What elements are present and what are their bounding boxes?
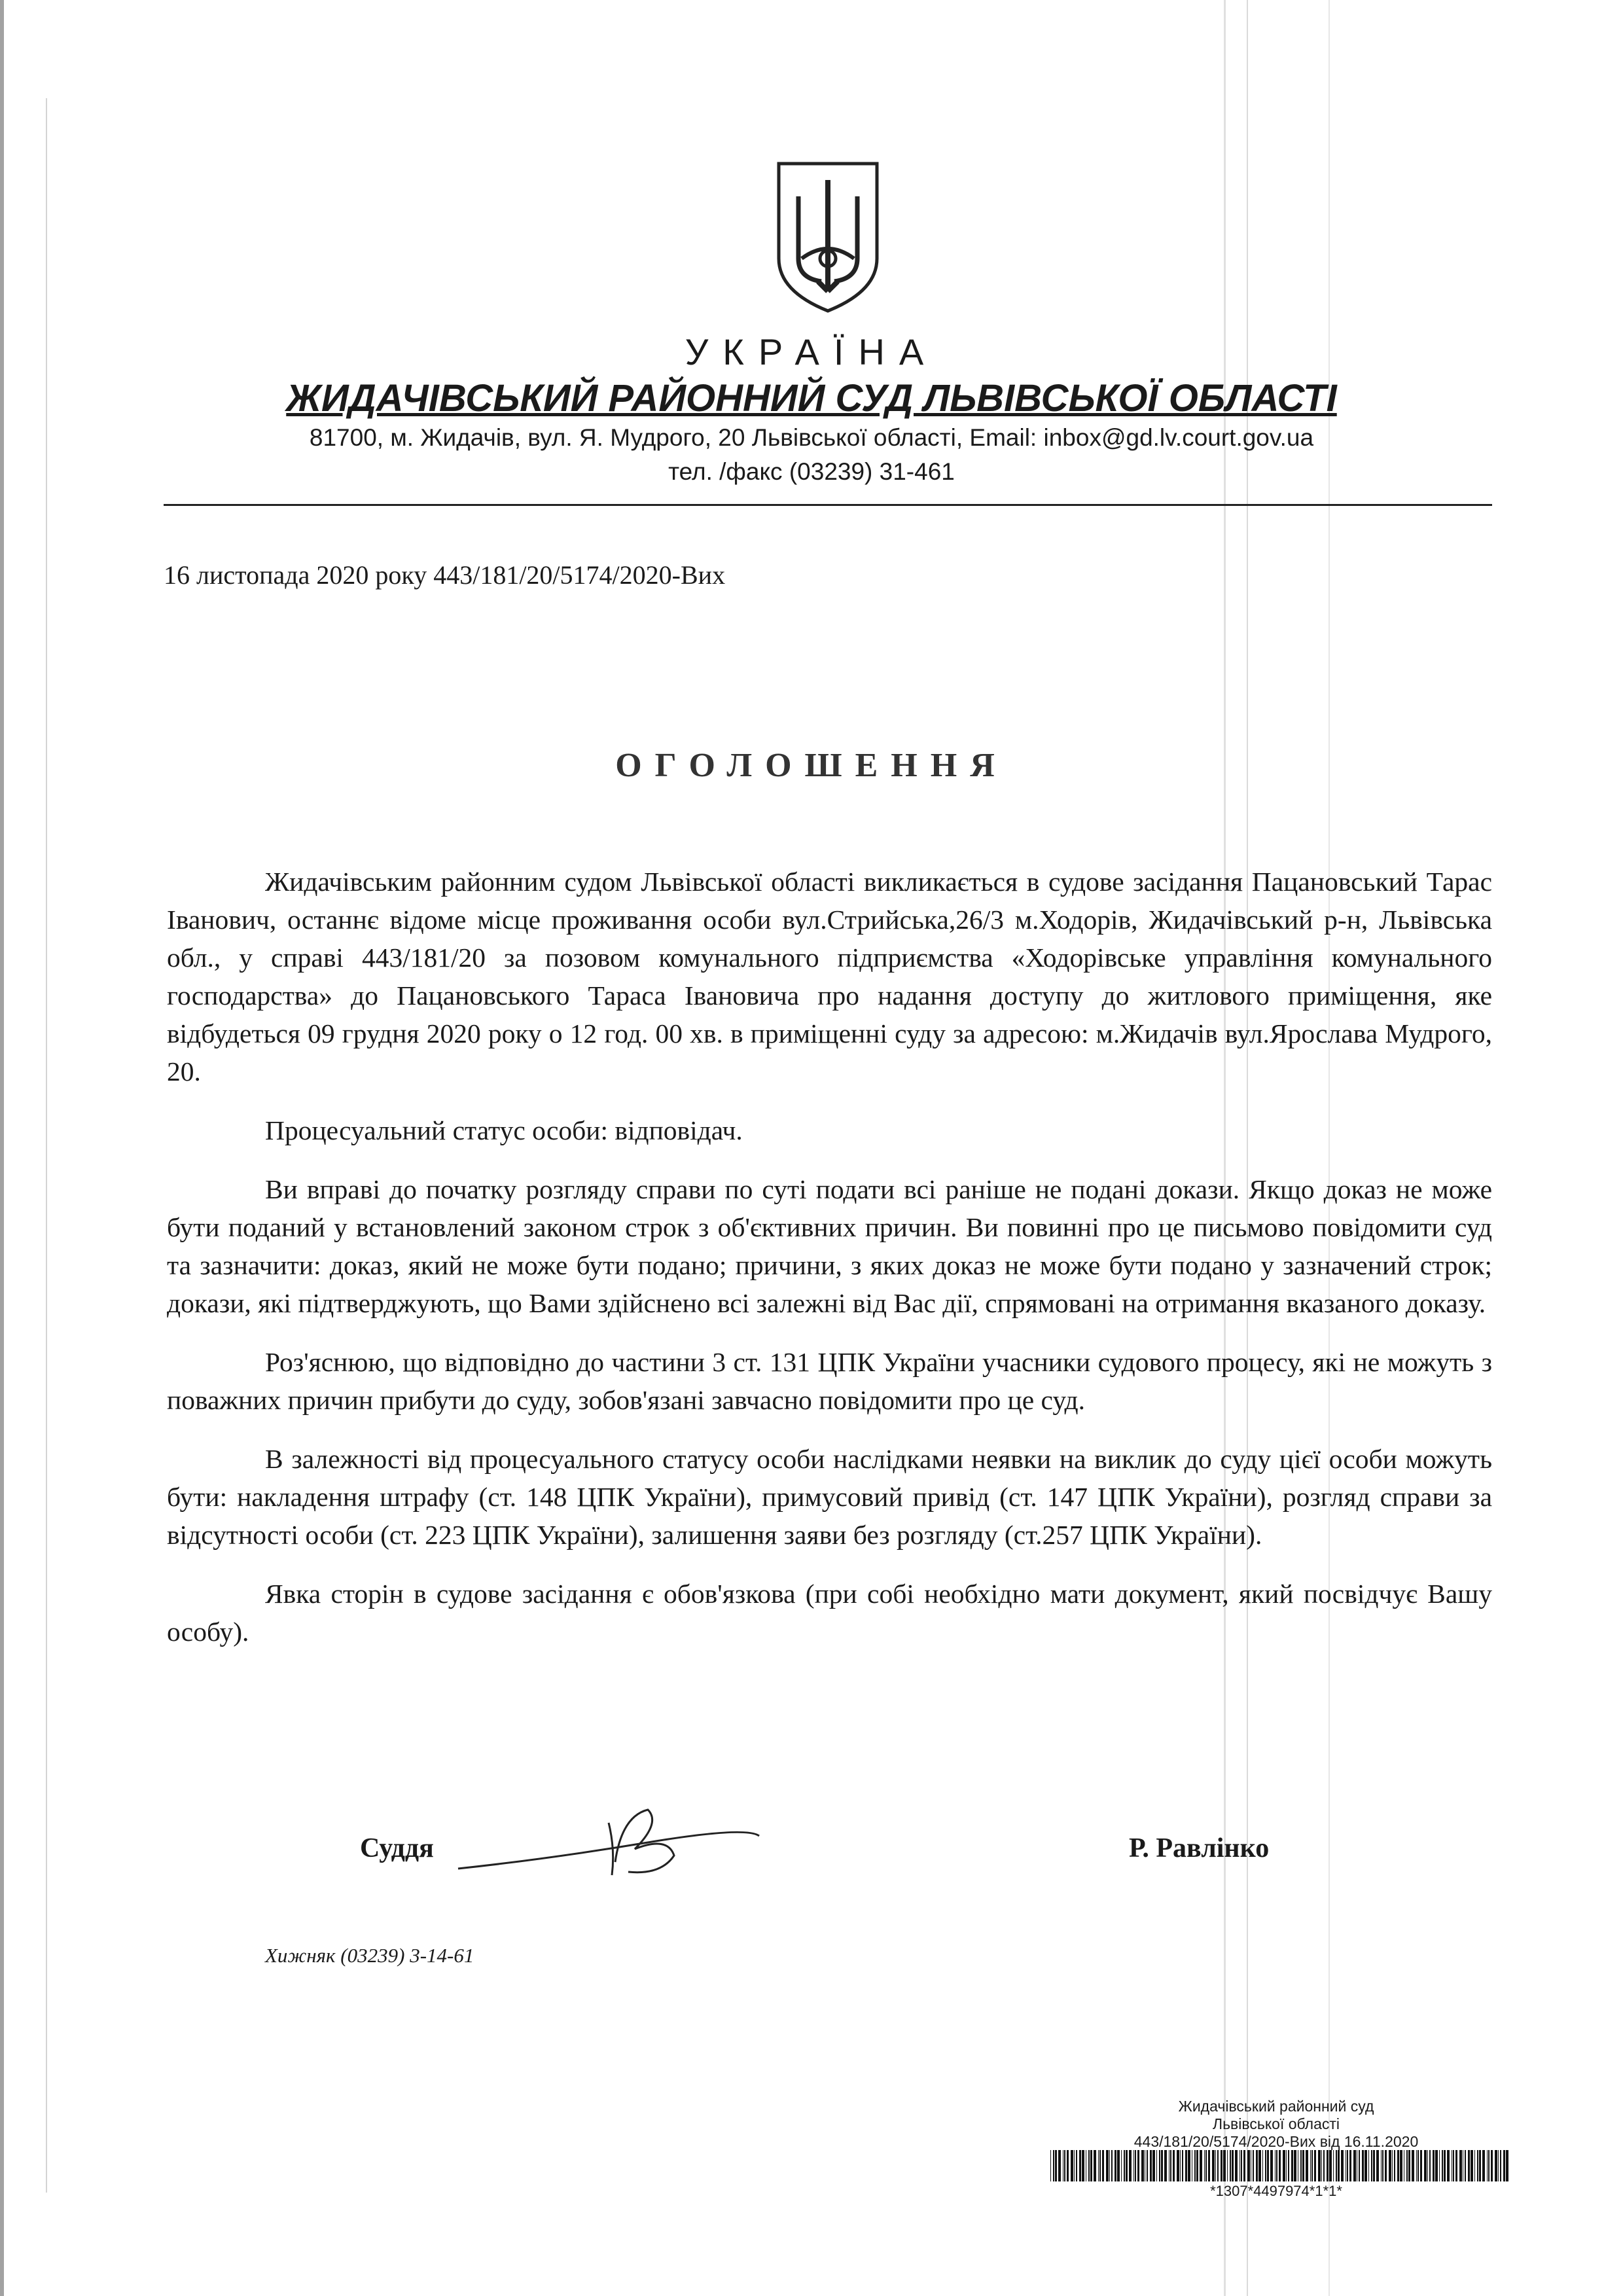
stamp-number-line: 443/181/20/5174/2020-Вих від 16.11.2020 bbox=[1133, 2133, 1419, 2150]
barcode-bar bbox=[1058, 2150, 1061, 2181]
barcode-bar bbox=[1208, 2150, 1210, 2181]
barcode-bar bbox=[1349, 2150, 1351, 2181]
barcode-bar bbox=[1182, 2150, 1183, 2181]
barcode-bar bbox=[1394, 2150, 1395, 2181]
country-heading: УКРАЇНА bbox=[685, 331, 938, 372]
barcode-bar bbox=[1150, 2150, 1152, 2181]
barcode-bar bbox=[1185, 2150, 1187, 2181]
barcode-bar bbox=[1147, 2150, 1148, 2181]
barcode-bar bbox=[1288, 2150, 1289, 2181]
document-title: ОГОЛОШЕННЯ bbox=[615, 747, 1008, 784]
barcode-bar bbox=[1327, 2150, 1329, 2181]
barcode-bar bbox=[1482, 2150, 1485, 2181]
barcode-bar bbox=[1094, 2150, 1096, 2181]
court-address: 81700, м. Жидачів, вул. Я. Мудрого, 20 Львівської області, Email: inbox@gd.lv.court.gov.ua bbox=[309, 424, 1314, 451]
barcode-bar bbox=[1170, 2150, 1171, 2181]
barcode-bar bbox=[1429, 2150, 1431, 2181]
barcode-bar bbox=[1488, 2150, 1489, 2181]
barcode-bar bbox=[1433, 2150, 1435, 2181]
barcode-bar bbox=[1311, 2150, 1313, 2181]
barcode-bar bbox=[1055, 2150, 1057, 2181]
barcode-bar bbox=[1188, 2150, 1190, 2181]
barcode-bar bbox=[1173, 2150, 1175, 2181]
registration-stamp bbox=[1047, 2098, 1505, 2151]
barcode-bar bbox=[1279, 2150, 1281, 2181]
barcode-bar bbox=[1126, 2150, 1128, 2181]
barcode-bar bbox=[1241, 2150, 1242, 2181]
barcode-bar bbox=[1177, 2150, 1179, 2181]
barcode-bar bbox=[1392, 2150, 1393, 2181]
barcode-bar bbox=[1477, 2150, 1478, 2181]
barcode-bar bbox=[1253, 2150, 1254, 2181]
barcode-bar bbox=[1376, 2150, 1379, 2181]
barcode-bar bbox=[1258, 2150, 1261, 2181]
barcode-bar bbox=[1053, 2150, 1054, 2181]
barcode-bar bbox=[1385, 2150, 1387, 2181]
outgoing-reference: 16 листопада 2020 року 443/181/20/5174/2020-Вих bbox=[164, 560, 726, 590]
barcode-bar bbox=[1232, 2150, 1234, 2181]
barcode-bar bbox=[1256, 2150, 1258, 2181]
barcode-bar bbox=[1082, 2150, 1084, 2181]
paragraph-summons: Жидачівським районним судом Львівської області викликається в судове засідання Пацановський Тарас Іванович, останнє відоме місце проживання особи вул.Стрийська,26/3 м.Ходорів, Жидачівський р-н, Львівська обл., у справі 443/181/20 за позовом комунального підприємства «Ходорівське управління комунального господарства» до Пацановського Тараса Івановича про надання доступу до житлового приміщення, яке відбудеться 09 грудня 2020 року о 12 год. 00 хв. в приміщенні суду за адресою: м.Жидачів вул.Ярослава Мудрого, 20. bbox=[167, 867, 1492, 1086]
barcode-bar bbox=[1347, 2150, 1348, 2181]
barcode-bar bbox=[1359, 2150, 1360, 2181]
barcode-bar bbox=[1381, 2150, 1382, 2181]
barcode-bar bbox=[1102, 2150, 1104, 2181]
barcode-bar bbox=[1420, 2150, 1422, 2181]
barcode-bar bbox=[1217, 2150, 1219, 2181]
barcode-bar bbox=[1121, 2150, 1122, 2181]
barcode-bar bbox=[1479, 2150, 1481, 2181]
barcode-bar bbox=[1416, 2150, 1417, 2181]
barcode-bar bbox=[1333, 2150, 1334, 2181]
judge-name: Р. Равлінко bbox=[1129, 1833, 1270, 1863]
barcode-bar bbox=[1180, 2150, 1181, 2181]
barcode-bar bbox=[1205, 2150, 1207, 2181]
barcode-bar bbox=[1382, 2150, 1383, 2181]
barcode-bar bbox=[1439, 2150, 1440, 2181]
barcode-bar bbox=[1196, 2150, 1198, 2181]
barcode-bar bbox=[1487, 2150, 1488, 2181]
judge-label: Суддя bbox=[360, 1833, 434, 1863]
barcode-bar bbox=[1427, 2150, 1428, 2181]
barcode-bar bbox=[1314, 2150, 1316, 2181]
barcode-bar bbox=[1424, 2150, 1427, 2181]
stamp-region-line: Львівської області bbox=[1212, 2115, 1340, 2132]
paragraph-consequences: В залежності від процесуального статусу особи наслідками неявки на виклик до суду цієї особи можуть бути: накладення штрафу (ст. 148 ЦПК України), примусовий привід (ст. 147 ЦПК України), розгляд справи за відсутності особи (ст. 223 ЦПК України), залишення заяви без розгляду (ст.257 ЦПК України). bbox=[167, 1444, 1492, 1550]
stamp-court-line: Жидачівський районний суд bbox=[1178, 2098, 1374, 2115]
barcode-bar bbox=[1495, 2150, 1497, 2181]
barcode-bar bbox=[1230, 2150, 1231, 2181]
barcode-bar bbox=[1459, 2150, 1462, 2181]
barcode-bar bbox=[1371, 2150, 1372, 2181]
barcode-bar bbox=[1294, 2150, 1296, 2181]
barcode-bar bbox=[1447, 2150, 1450, 2181]
barcode-bar bbox=[1262, 2150, 1263, 2181]
barcode-bar bbox=[1164, 2150, 1167, 2181]
barcode-bar bbox=[1503, 2150, 1505, 2181]
barcode-bar bbox=[1506, 2150, 1508, 2181]
barcode-bar bbox=[1306, 2150, 1308, 2181]
barcode bbox=[1050, 2150, 1508, 2181]
notice-body bbox=[167, 863, 1492, 1672]
barcode-bar bbox=[1368, 2150, 1369, 2181]
barcode-bar bbox=[1471, 2150, 1473, 2181]
barcode-bar bbox=[1283, 2150, 1285, 2181]
barcode-bar bbox=[1276, 2150, 1277, 2181]
barcode-bar bbox=[1156, 2150, 1157, 2181]
barcode-bar bbox=[1115, 2150, 1116, 2181]
barcode-bar bbox=[1310, 2150, 1311, 2181]
barcode-bar bbox=[1329, 2150, 1332, 2181]
barcode-bar bbox=[1491, 2150, 1493, 2181]
barcode-bar bbox=[1215, 2150, 1216, 2181]
barcode-bar bbox=[1076, 2150, 1077, 2181]
barcode-bar bbox=[1106, 2150, 1109, 2181]
court-phone: тел. /факс (03239) 31-461 bbox=[668, 458, 955, 485]
barcode-bar bbox=[1474, 2150, 1475, 2181]
barcode-bar bbox=[1412, 2150, 1414, 2181]
barcode-bar bbox=[1124, 2150, 1125, 2181]
barcode-bar bbox=[1159, 2150, 1160, 2181]
paragraph-status: Процесуальний статус особи: відповідач. bbox=[265, 1115, 743, 1145]
barcode-bar bbox=[1090, 2150, 1092, 2181]
barcode-bar bbox=[1362, 2150, 1364, 2181]
barcode-bar bbox=[1453, 2150, 1454, 2181]
handwritten-signature bbox=[452, 1797, 766, 1895]
barcode-bar bbox=[1341, 2150, 1344, 2181]
barcode-bar bbox=[1498, 2150, 1499, 2181]
barcode-bar bbox=[1221, 2150, 1222, 2181]
barcode-bar bbox=[1227, 2150, 1228, 2181]
barcode-bar bbox=[1373, 2150, 1375, 2181]
barcode-bar bbox=[1400, 2150, 1402, 2181]
barcode-bar bbox=[1135, 2150, 1136, 2181]
paragraph-evidence: Ви вправі до початку розгляду справи по суті подати всі раніше не подані докази. Якщо доказ не може бути поданий у встановлений законом строк з об'єктивних причин. Ви повинні про це письмово повідомити суд та зазначити: доказ, який не може бути подано; причини, з яких доказ не може бути подано у зазначений строк; докази, які підтверджують, що Вами здійснено всі залежні від Вас дії, спрямовані на отримання вказаного доказу. bbox=[167, 1174, 1492, 1318]
barcode-bar bbox=[1302, 2150, 1304, 2181]
barcode-bar bbox=[1099, 2150, 1101, 2181]
barcode-bar bbox=[1109, 2150, 1110, 2181]
barcode-bar bbox=[1067, 2150, 1069, 2181]
barcode-bar bbox=[1406, 2150, 1408, 2181]
barcode-bar bbox=[1300, 2150, 1302, 2181]
barcode-bar bbox=[1200, 2150, 1202, 2181]
barcode-bar bbox=[1133, 2150, 1134, 2181]
barcode-bar bbox=[1050, 2150, 1051, 2181]
barcode-bar bbox=[1098, 2150, 1099, 2181]
barcode-bar bbox=[1397, 2150, 1399, 2181]
executor-contact: Хижняк (03239) 3-14-61 bbox=[265, 1944, 474, 1967]
barcode-bar bbox=[1129, 2150, 1132, 2181]
barcode-bar bbox=[1318, 2150, 1321, 2181]
barcode-bar bbox=[1141, 2150, 1144, 2181]
barcode-bar bbox=[1074, 2150, 1075, 2181]
barcode-bar bbox=[1064, 2150, 1065, 2181]
barcode-bar bbox=[1247, 2150, 1250, 2181]
header-divider bbox=[164, 504, 1492, 506]
paragraph-attendance: Явка сторін в судове засідання є обов'язкова (при собі необхідно мати документ, який посвідчує Вашу особу). bbox=[167, 1579, 1492, 1647]
barcode-bar bbox=[1270, 2150, 1273, 2181]
barcode-bar bbox=[1161, 2150, 1163, 2181]
barcode-bar bbox=[1223, 2150, 1226, 2181]
barcode-bar bbox=[1500, 2150, 1501, 2181]
barcode-bar bbox=[1455, 2150, 1457, 2181]
barcode-bar bbox=[1111, 2150, 1113, 2181]
barcode-bar bbox=[1212, 2150, 1215, 2181]
barcode-bar bbox=[1336, 2150, 1337, 2181]
barcode-bar bbox=[1243, 2150, 1245, 2181]
barcode-bar bbox=[1137, 2150, 1139, 2181]
barcode-bar bbox=[1079, 2150, 1081, 2181]
barcode-bar bbox=[1321, 2150, 1322, 2181]
barcode-bar bbox=[1323, 2150, 1325, 2181]
barcode-bar bbox=[1088, 2150, 1090, 2181]
barcode-bar bbox=[1204, 2150, 1205, 2181]
barcode-bar bbox=[1152, 2150, 1155, 2181]
trident-emblem-icon bbox=[772, 160, 883, 314]
barcode-bar bbox=[1418, 2150, 1419, 2181]
barcode-bar bbox=[1408, 2150, 1410, 2181]
barcode-bar bbox=[1444, 2150, 1446, 2181]
court-name-heading: ЖИДАЧІВСЬКИЙ РАЙОННИЙ СУД ЛЬВІВСЬКОЇ ОБЛАСТІ bbox=[286, 377, 1337, 420]
barcode-bar bbox=[1468, 2150, 1470, 2181]
barcode-bar bbox=[1442, 2150, 1443, 2181]
barcode-bar bbox=[1465, 2150, 1466, 2181]
barcode-bar bbox=[1353, 2150, 1356, 2181]
barcode-bar bbox=[1435, 2150, 1438, 2181]
barcode-bar bbox=[1235, 2150, 1238, 2181]
barcode-number: *1307*4497974*1*1* bbox=[1210, 2183, 1342, 2199]
barcode-bar bbox=[1267, 2150, 1269, 2181]
barcode-bar bbox=[1338, 2150, 1340, 2181]
barcode-bar bbox=[1117, 2150, 1120, 2181]
barcode-bar bbox=[1291, 2150, 1293, 2181]
barcode-bar bbox=[1364, 2150, 1367, 2181]
barcode-bar bbox=[1194, 2150, 1196, 2181]
barcode-bar bbox=[1389, 2150, 1391, 2181]
barcode-bar bbox=[1265, 2150, 1266, 2181]
barcode-bar bbox=[1071, 2150, 1073, 2181]
paragraph-explanation: Роз'яснюю, що відповідно до частини 3 ст. 131 ЦПК України учасники судового процесу, які не можуть з поважних причин прибути до суду, зобов'язані завчасно повідомити про це суд. bbox=[167, 1347, 1492, 1415]
barcode-bar bbox=[1286, 2150, 1287, 2181]
